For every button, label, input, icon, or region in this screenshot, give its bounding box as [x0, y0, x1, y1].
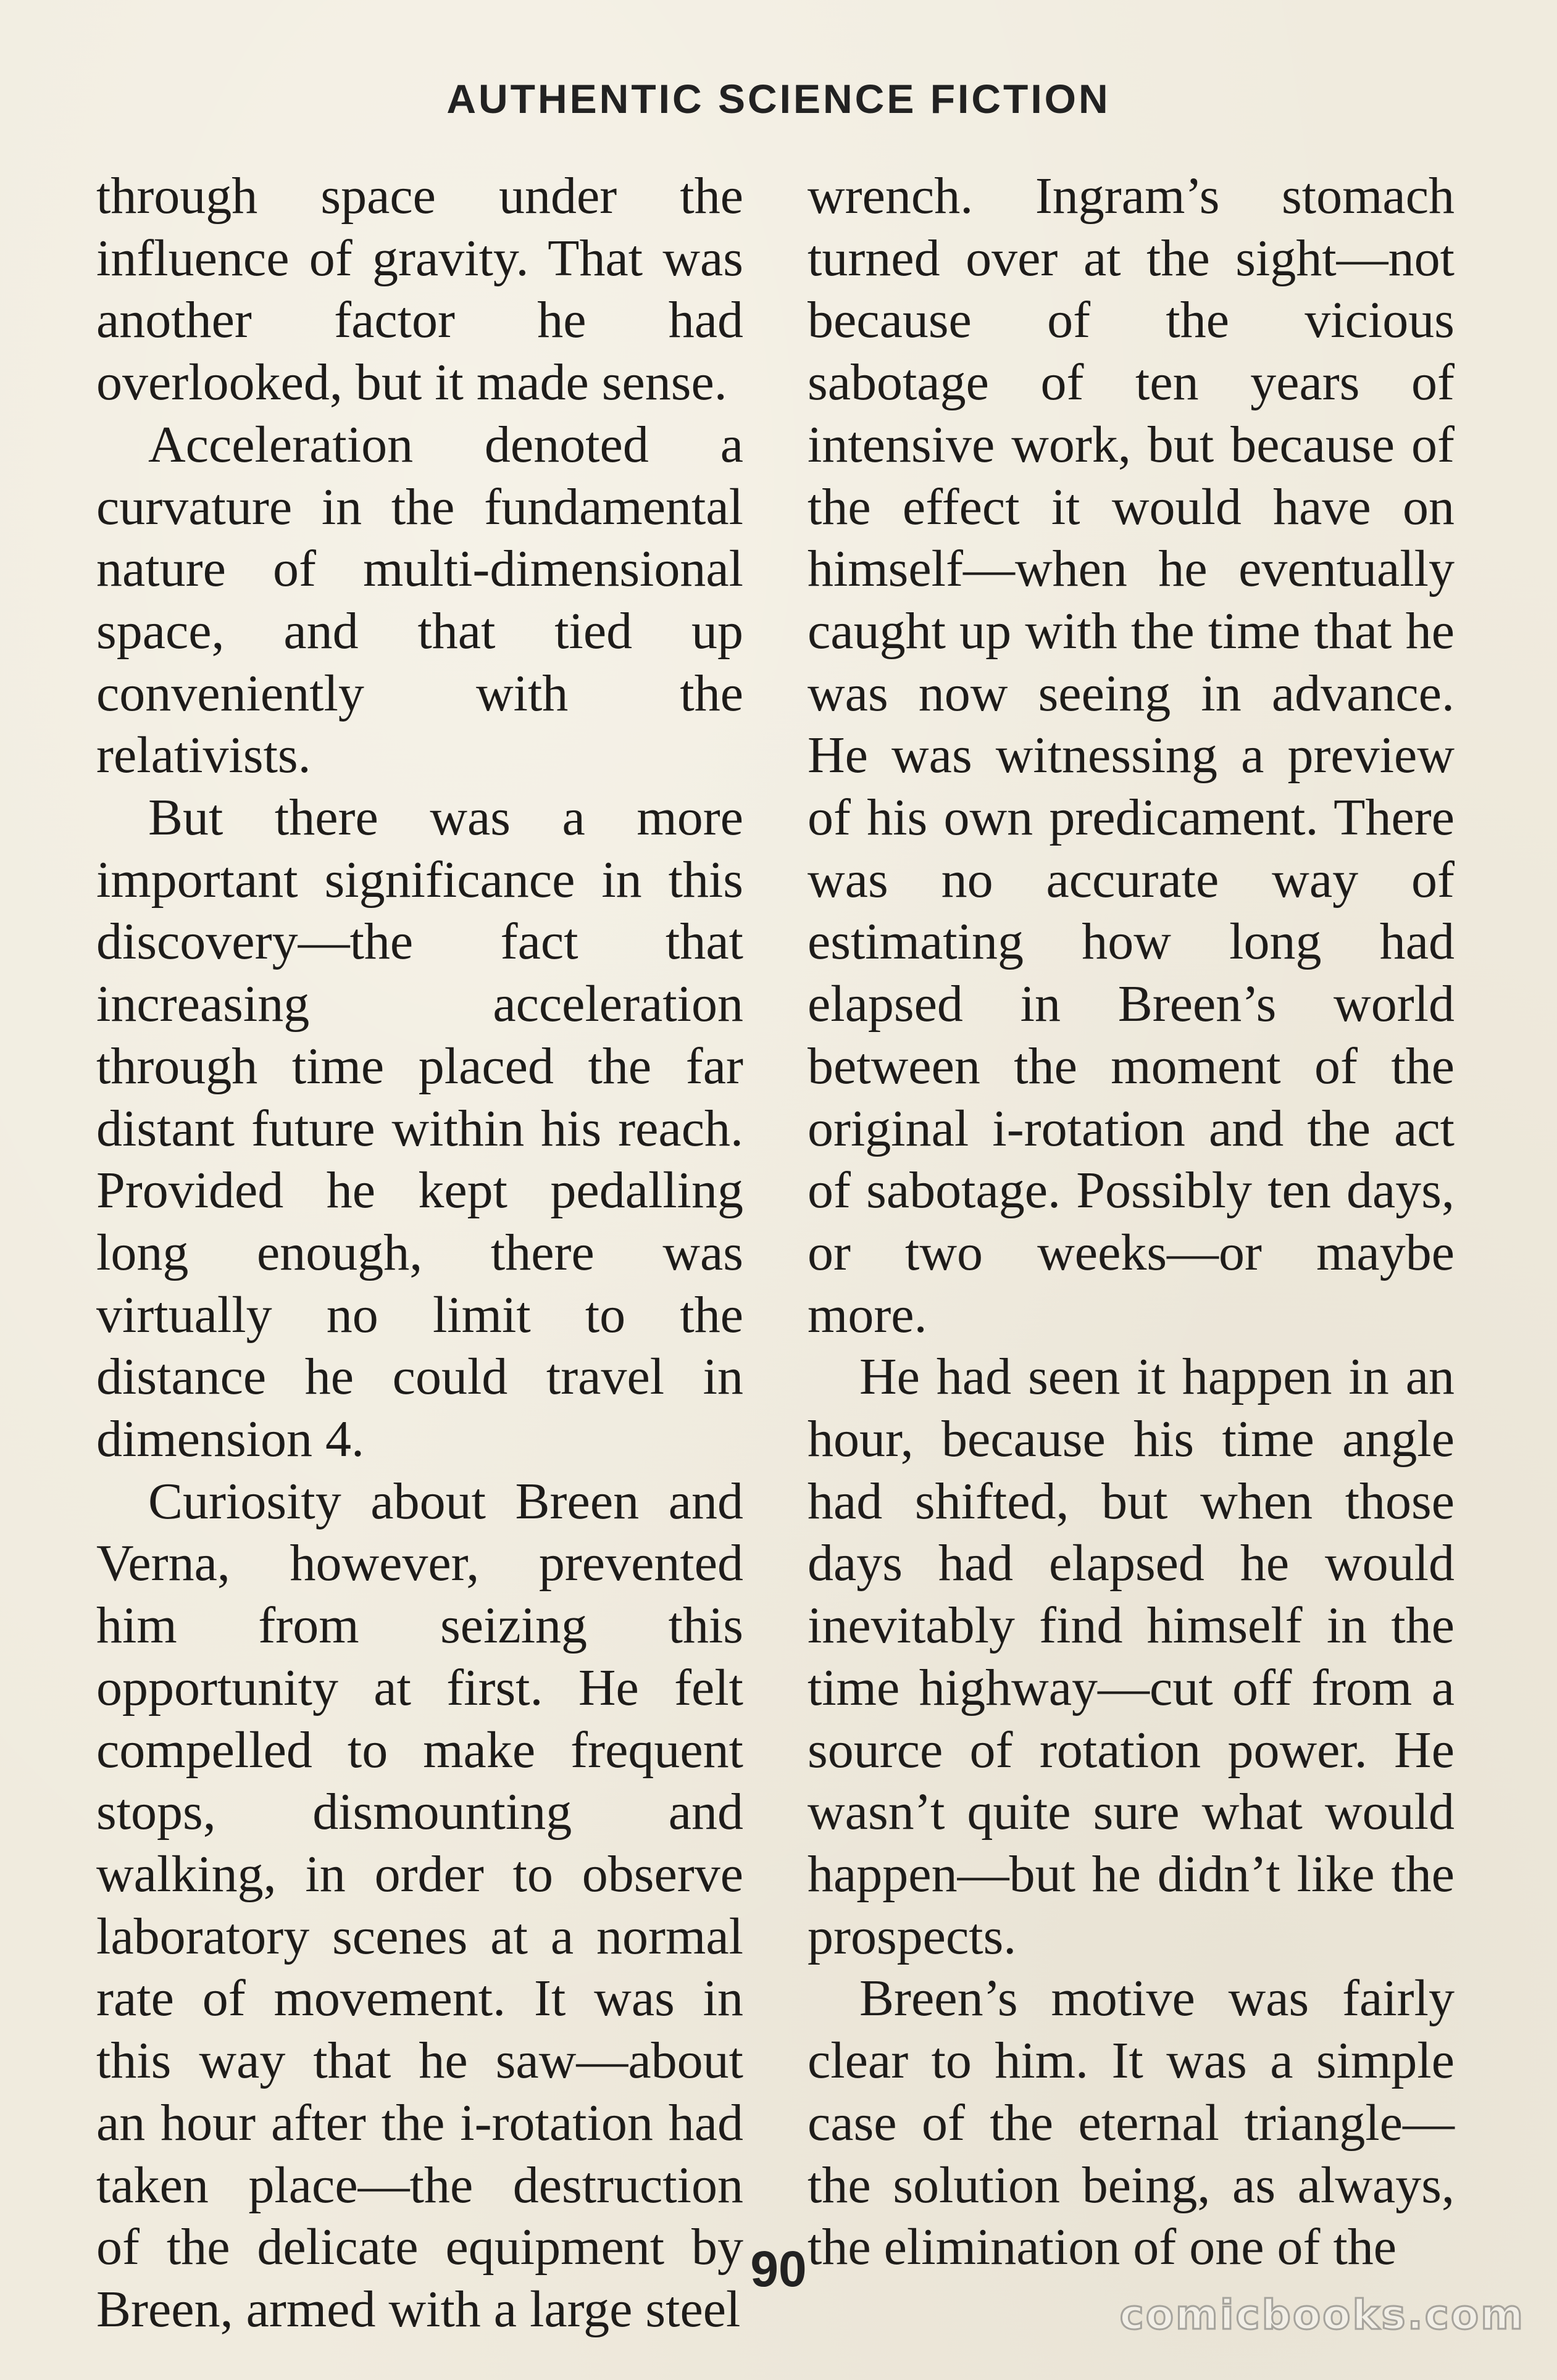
- text-column-left: [96, 165, 743, 2341]
- site-watermark: comicbooks.com: [1119, 2291, 1525, 2339]
- paragraph: Curiosity about Breen and Verna, however, prevented him from seizing this opportunity at first. He felt compelled to make frequent stops, dismounting and walking, in order to observe laboratory scenes at a normal rate of movement. It was in this way that he saw—about an hour after the i-rotation had taken place—the destruction of the delicate equipment by Breen, armed with a large steel: [96, 1472, 743, 2338]
- paragraph: He had seen it happen in an hour, because his time angle had shifted, but when those days had elapsed he would inevitably find himself in the time highway—cut off from a source of rotation power. He wasn’t quite sure what would happen—but he didn’t like the prospects.: [808, 1348, 1455, 1965]
- page-number: 90: [750, 2241, 807, 2297]
- paragraph-continued: through space under the influence of gravity. That was another factor he had overlooked, but it made sense.: [96, 167, 743, 412]
- paragraph-continued: wrench. Ingram’s stomach turned over at the sight—not because of the vicious sabotage of ten years of intensive work, but because of the effect it would have on himself—when he eventually caught up with the time that he was now seeing in advance. He was witnessing a preview of his own predicament. There was no accurate way of estimating how long had elapsed in Breen’s world between the moment of the original i-rotation and the act of sabotage. Possibly ten days, or two weeks—or maybe more.: [808, 167, 1455, 1344]
- paragraph: Breen’s motive was fairly clear to him. It was a simple case of the eternal triangle—the solution being, as always, the elimination of one of the: [808, 1970, 1455, 2276]
- running-header-title: AUTHENTIC SCIENCE FICTION: [446, 76, 1111, 122]
- paragraph: But there was a more important significance in this discovery—the fact that increasing acceleration through time placed the far distant future within his reach. Provided he kept pedalling long enough, there was virtually no limit to the distance he could travel in dimension 4.: [96, 789, 743, 1468]
- paragraph: Acceleration denoted a curvature in the fundamental nature of multi-dimensional space, and that tied up conveniently with the relativists.: [96, 415, 743, 784]
- text-column-right: [808, 165, 1455, 2279]
